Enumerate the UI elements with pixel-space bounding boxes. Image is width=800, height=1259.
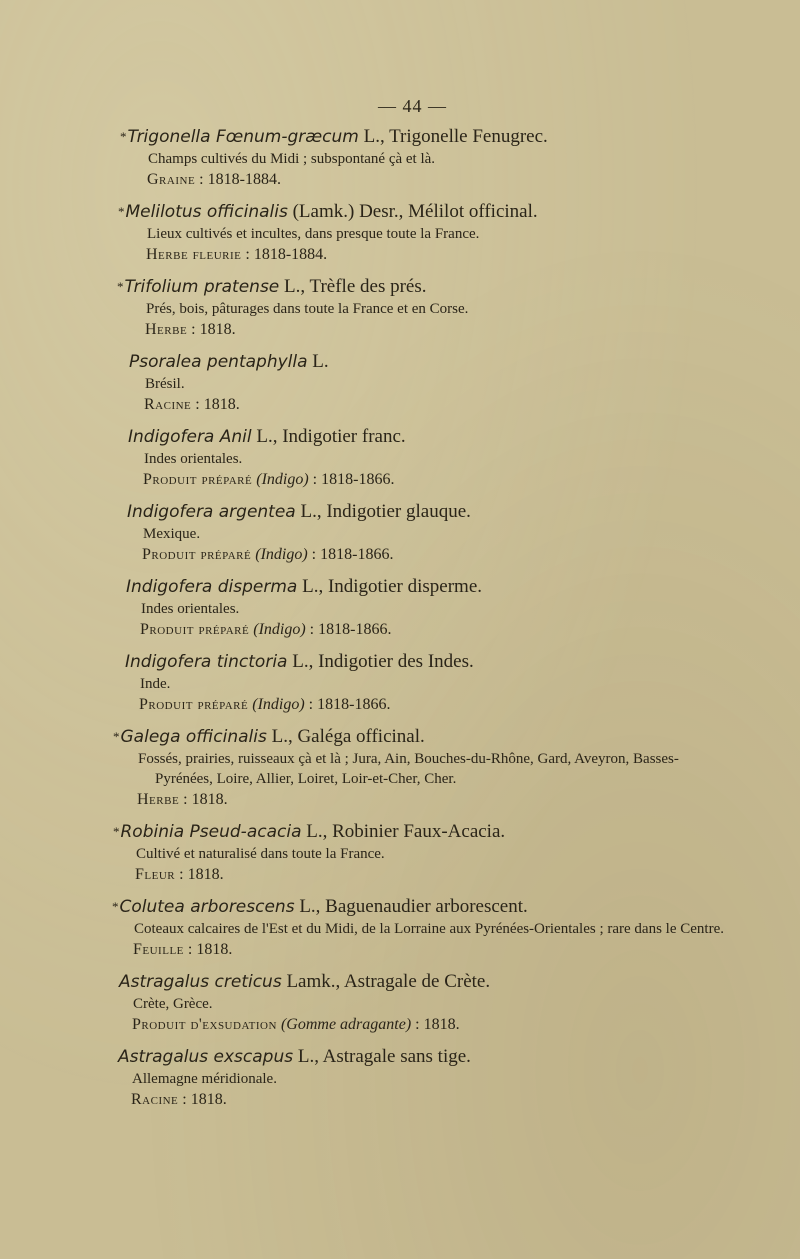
habitat-text: Fossés, prairies, ruisseaux çà et là ; Jura, Ain, Bouches-du-Rhône, Gard, Aveyron, Basses-Pyrénées, Loire, Allier, Loiret, Loir-et-Cher, Cher.	[138, 751, 679, 787]
product-part: Herbe	[137, 791, 180, 808]
author-common-name: L., Indigotier des Indes.	[287, 651, 474, 672]
species-entry	[0, 425, 800, 491]
indigenous-mark: *	[118, 204, 125, 219]
product-preparation: (Indigo)	[248, 696, 305, 713]
scientific-name: Indigofera tinctoria	[125, 652, 288, 672]
author-common-name: L., Indigotier disperme.	[297, 576, 483, 597]
entry-heading	[127, 425, 800, 449]
species-entry	[0, 895, 800, 961]
product-line	[139, 694, 800, 716]
product-part: Racine	[131, 1091, 179, 1108]
author-common-name: L., Baguenaudier arborescent.	[294, 896, 528, 917]
species-entry	[0, 350, 800, 416]
scientific-name: Galega officinalis	[120, 727, 267, 747]
indigenous-mark: *	[113, 824, 120, 839]
author-common-name: L., Trèfle des prés.	[279, 276, 427, 297]
species-entry	[0, 970, 800, 1036]
author-common-name: (Lamk.) Desr., Mélilot officinal.	[287, 201, 538, 222]
entry-heading	[112, 895, 800, 919]
product-preparation: (Indigo)	[249, 621, 306, 638]
product-line	[145, 319, 800, 341]
entry-heading	[118, 200, 800, 224]
indigenous-mark: *	[113, 729, 120, 744]
habitat-text: Inde.	[140, 676, 171, 692]
indigenous-mark: *	[120, 129, 127, 144]
habitat-text: Mexique.	[143, 526, 201, 542]
product-dates: : 1818.	[179, 791, 228, 808]
product-part: Racine	[144, 396, 192, 413]
product-part: Graine	[147, 171, 196, 188]
scientific-name: Psoralea pentaphylla	[129, 352, 308, 372]
scientific-name: Trigonella Fœnum-græcum	[127, 127, 359, 147]
product-line	[132, 1014, 800, 1036]
entry-heading	[120, 125, 800, 149]
author-common-name: L., Galéga officinal.	[266, 726, 425, 747]
author-common-name: L., Trigonelle Fenugrec.	[358, 126, 548, 147]
species-entry	[0, 500, 800, 566]
habitat-text: Allemagne méridionale.	[132, 1071, 277, 1087]
product-dates: : 1818-1866.	[307, 546, 394, 563]
scientific-name: Indigofera Anil	[128, 427, 252, 447]
author-common-name: L.	[307, 351, 329, 372]
product-dates: : 1818-1866.	[308, 471, 395, 488]
scientific-name: Astragalus creticus	[119, 972, 282, 992]
author-common-name: Lamk., Astragale de Crète.	[281, 971, 491, 992]
author-common-name: L., Indigotier glauque.	[295, 501, 471, 522]
product-part: Herbe	[145, 321, 188, 338]
entry-heading	[113, 725, 800, 749]
product-part: Fleur	[135, 866, 176, 883]
scientific-name: Melilotus officinalis	[125, 202, 288, 222]
product-preparation: (Indigo)	[251, 546, 308, 563]
indigenous-mark: *	[112, 899, 119, 914]
species-entry	[0, 1045, 800, 1111]
product-preparation: (Indigo)	[252, 471, 309, 488]
product-line	[143, 469, 800, 491]
species-list	[0, 125, 800, 1120]
entry-heading	[126, 500, 800, 524]
product-line	[147, 169, 800, 191]
product-line	[133, 939, 800, 961]
species-entry	[0, 820, 800, 886]
habitat-text: Coteaux calcaires de l'Est et du Midi, de la Lorraine aux Pyrénées-Orientales ; rare dans le Centre.	[134, 921, 724, 937]
habitat-text: Indes orientales.	[144, 451, 243, 467]
author-common-name: L., Indigotier franc.	[251, 426, 406, 447]
scientific-name: Indigofera disperma	[126, 577, 298, 597]
product-dates: : 1818-1866.	[305, 621, 392, 638]
scientific-name: Astragalus exscapus	[118, 1047, 294, 1067]
entry-heading	[125, 575, 800, 599]
species-entry	[0, 275, 800, 341]
product-dates: : 1818.	[187, 321, 236, 338]
product-line	[142, 544, 800, 566]
habitat-text: Indes orientales.	[141, 601, 240, 617]
scientific-name: Indigofera argentea	[127, 502, 296, 522]
species-entry	[0, 650, 800, 716]
product-dates: : 1818-1884.	[241, 246, 328, 263]
entry-heading	[118, 970, 800, 994]
species-entry	[0, 725, 800, 811]
scientific-name: Robinia Pseud-acacia	[120, 822, 302, 842]
product-part: Feuille	[133, 941, 184, 958]
product-dates: : 1818-1884.	[195, 171, 281, 188]
author-common-name: L., Robinier Faux-Acacia.	[301, 821, 506, 842]
entry-heading	[117, 1045, 800, 1069]
product-line	[144, 394, 800, 416]
page-number: — 44 —	[378, 96, 447, 116]
product-dates: : 1818.	[183, 941, 233, 958]
product-line	[135, 864, 800, 886]
product-part: Produit préparé	[142, 546, 252, 563]
product-preparation: (Gomme adragante)	[276, 1016, 412, 1033]
habitat-text: Crète, Grèce.	[133, 996, 213, 1012]
product-dates: : 1818-1866.	[304, 696, 391, 713]
scientific-name: Colutea arborescens	[119, 897, 295, 917]
product-part: Produit préparé	[139, 696, 249, 713]
product-line	[140, 619, 800, 641]
habitat-text: Prés, bois, pâturages dans toute la France et en Corse.	[146, 301, 469, 317]
product-dates: : 1818.	[178, 1091, 227, 1108]
product-line	[146, 244, 800, 266]
product-line	[137, 789, 800, 811]
indigenous-mark: *	[117, 279, 124, 294]
entry-heading	[128, 350, 800, 374]
entry-heading	[113, 820, 800, 844]
product-part: Produit préparé	[140, 621, 250, 638]
author-common-name: L., Astragale sans tige.	[293, 1046, 471, 1067]
entry-heading	[124, 650, 800, 674]
scientific-name: Trifolium pratense	[124, 277, 280, 297]
product-part: Produit préparé	[143, 471, 253, 488]
habitat-text: Champs cultivés du Midi ; subspontané çà et là.	[148, 151, 436, 167]
habitat-text: Brésil.	[145, 376, 185, 392]
species-entry	[0, 575, 800, 641]
habitat-text: Lieux cultivés et incultes, dans presque toute la France.	[147, 226, 480, 242]
product-part: Produit d'exsudation	[132, 1016, 277, 1033]
entry-heading	[117, 275, 800, 299]
habitat-text: Cultivé et naturalisé dans toute la France.	[136, 846, 385, 862]
product-line	[131, 1089, 800, 1111]
product-dates: : 1818.	[191, 396, 240, 413]
species-entry	[0, 200, 800, 266]
product-dates: : 1818.	[175, 866, 224, 883]
product-part: Herbe fleurie	[146, 246, 242, 263]
product-dates: : 1818.	[411, 1016, 460, 1033]
species-entry	[0, 125, 800, 191]
